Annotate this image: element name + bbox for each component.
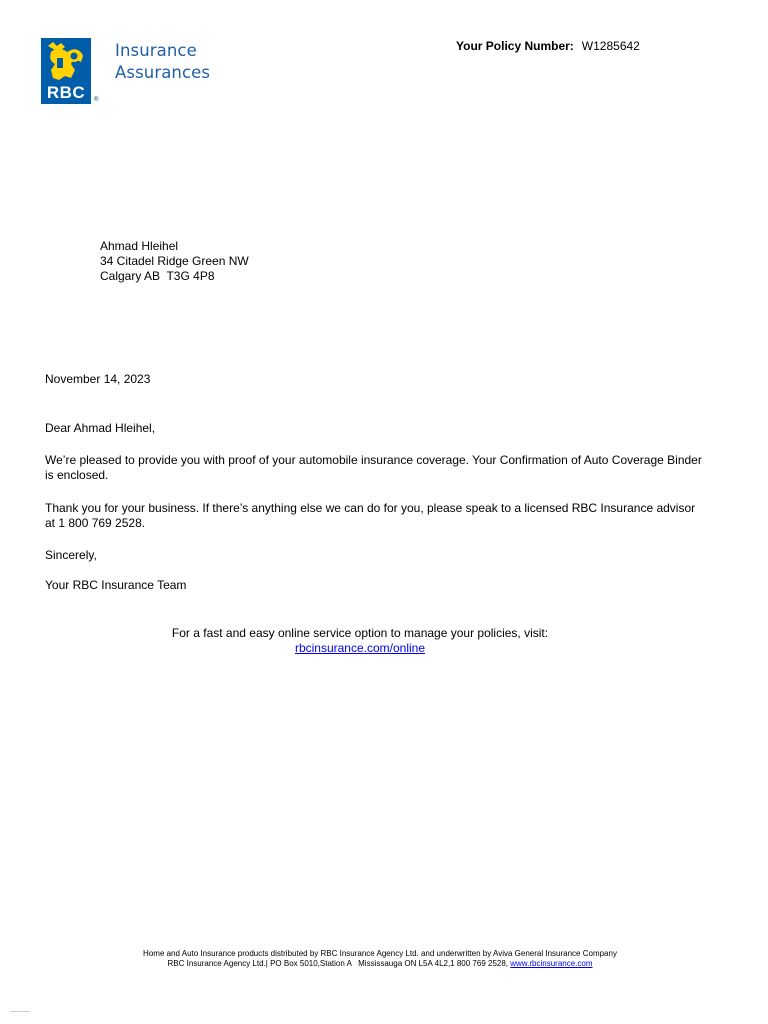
recipient-address	[100, 239, 249, 284]
footer-line-2	[60, 959, 700, 969]
recipient-street: 34 Citadel Ridge Green NW	[100, 254, 249, 268]
online-service-block	[100, 626, 620, 656]
online-service-link[interactable]: rbcinsurance.com/online	[294, 641, 426, 655]
footer-line-1: Home and Auto Insurance products distributed by RBC Insurance Agency Ltd. and underwritten by Aviva General Insurance Company	[143, 949, 617, 958]
policy-number-block	[456, 39, 640, 53]
footer-website-link[interactable]: www.rbcinsurance.com	[510, 959, 593, 968]
page-corner-mark	[10, 1011, 30, 1012]
letter-paragraph-2: Thank you for your business. If there’s anything else we can do for you, please speak to a licensed RBC Insurance advisor at 1 800 769 2528.	[45, 501, 696, 530]
logo-line-assurances: Assurances	[115, 63, 211, 82]
footer	[60, 949, 700, 969]
rbc-logo-shield	[41, 38, 91, 104]
policy-number-value: W1285642	[581, 39, 640, 53]
letter-signature: Your RBC Insurance Team	[45, 578, 187, 592]
recipient-city: Calgary AB T3G 4P8	[100, 269, 215, 283]
letter-paragraph-1: We’re pleased to provide you with proof of your automobile insurance coverage. Your Confirmation of Auto Coverage Binder is enclosed.	[45, 453, 702, 482]
logo-line-insurance: Insurance	[115, 41, 197, 60]
footer-address: RBC Insurance Agency Ltd.| PO Box 5010,Station A Mississauga ON L5A 4L2,1 800 769 2528,	[167, 959, 511, 968]
letter-greeting: Dear Ahmad Hleihel,	[45, 421, 156, 435]
letter-closing: Sincerely,	[45, 548, 97, 562]
rbc-brand-text: RBC	[46, 83, 86, 102]
registered-mark: ®	[94, 97, 99, 103]
online-service-text: For a fast and easy online service option to manage your policies, visit:	[171, 626, 549, 640]
policy-number-label: Your Policy Number:	[456, 39, 574, 53]
letter-date: November 14, 2023	[45, 372, 151, 386]
recipient-name: Ahmad Hleihel	[100, 239, 179, 253]
logo-wordmark	[115, 40, 210, 84]
